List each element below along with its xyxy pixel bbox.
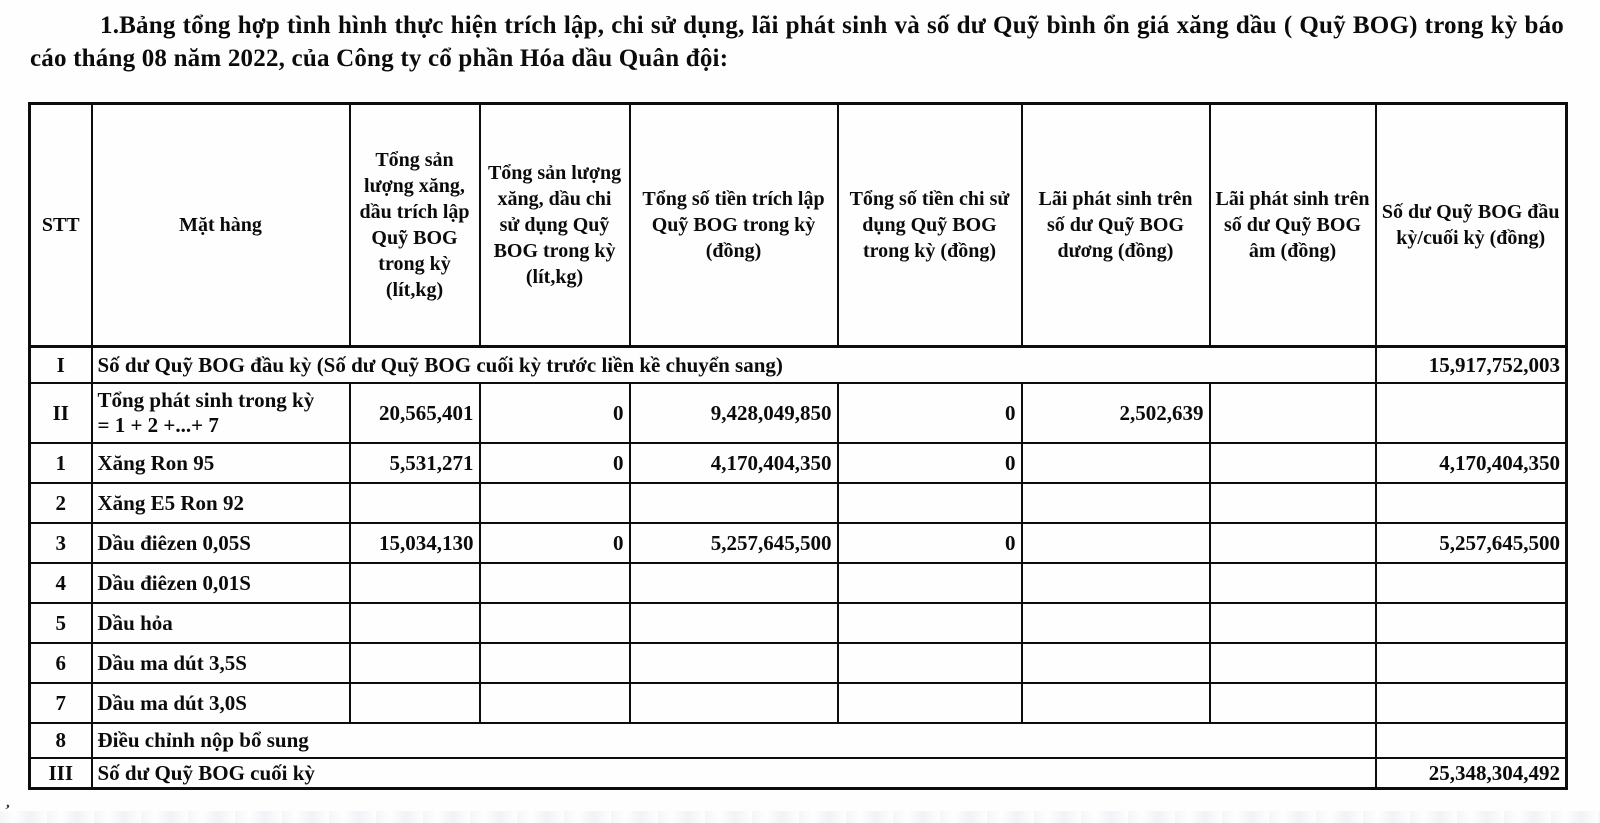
cell-amt-chi: 0 (838, 523, 1022, 563)
bog-fund-table (28, 102, 1568, 790)
cell-stt: 6 (30, 643, 92, 683)
cell-vol-trich (350, 483, 480, 523)
cell-stt: 5 (30, 603, 92, 643)
col-header-vol-chi: Tổng sản lượng xăng, dầu chi sử dụng Quỹ BOG trong kỳ (lít,kg) (480, 104, 630, 347)
cell-amt-trich (630, 483, 838, 523)
cell-vol-trich (350, 603, 480, 643)
cell-amt-trich (630, 643, 838, 683)
cell-stt: 3 (30, 523, 92, 563)
total-label-line1: Tổng phát sinh trong kỳ (97, 387, 315, 412)
cell-interest-neg (1210, 443, 1376, 483)
cell-amt-chi (838, 683, 1022, 723)
cell-amt-trich: 5,257,645,500 (630, 523, 838, 563)
cell-interest-pos (1022, 643, 1210, 683)
cell-vol-trich: 20,565,401 (350, 383, 480, 443)
col-header-interest-neg: Lãi phát sinh trên số dư Quỹ BOG âm (đồng) (1210, 104, 1376, 347)
col-header-amt-trich: Tổng số tiền trích lập Quỹ BOG trong kỳ (đồng) (630, 104, 838, 347)
cell-amt-chi (838, 643, 1022, 683)
cell-vol-trich (350, 643, 480, 683)
row-opening-balance (30, 347, 1567, 383)
cell-stt: II (30, 383, 92, 443)
total-label-line2: = 1 + 2 +...+ 7 (97, 412, 219, 437)
scan-edge-strip (0, 811, 1600, 823)
col-header-stt: STT (30, 104, 92, 347)
row-item-diezen-001s (30, 563, 1567, 603)
cell-interest-neg (1210, 383, 1376, 443)
cell-item: Xăng Ron 95 (92, 443, 350, 483)
cell-stt: 1 (30, 443, 92, 483)
cell-amt-chi: 0 (838, 443, 1022, 483)
cell-balance (1376, 483, 1567, 523)
cell-item: Dầu ma dút 3,0S (92, 683, 350, 723)
cell-vol-trich (350, 563, 480, 603)
cell-vol-chi (480, 563, 630, 603)
cell-closing-label: Số dư Quỹ BOG cuối kỳ (92, 758, 1376, 789)
cell-vol-chi: 0 (480, 383, 630, 443)
cell-amt-chi (838, 563, 1022, 603)
row-item-xang-e5 (30, 483, 1567, 523)
col-header-interest-pos: Lãi phát sinh trên số dư Quỹ BOG dương (đồng) (1022, 104, 1210, 347)
cell-stt: 8 (30, 723, 92, 758)
row-closing-balance (30, 758, 1567, 789)
cell-stt: 7 (30, 683, 92, 723)
page-title: 1.Bảng tổng hợp tình hình thực hiện trích lập, chi sử dụng, lãi phát sinh và số dư Quỹ bình ổn giá xăng dầu ( Quỹ BOG) trong kỳ báo cáo tháng 08 năm 2022, của Công ty cổ phần Hóa dầu Quân đội: (30, 12, 1564, 72)
cell-balance (1376, 643, 1567, 683)
cell-interest-neg (1210, 523, 1376, 563)
cell-balance: 4,170,404,350 (1376, 443, 1567, 483)
cell-amt-chi: 0 (838, 383, 1022, 443)
cell-vol-chi (480, 683, 630, 723)
cell-amt-trich (630, 563, 838, 603)
cell-balance: 5,257,645,500 (1376, 523, 1567, 563)
cell-interest-pos (1022, 483, 1210, 523)
header-row (30, 104, 1567, 347)
cell-amt-trich: 9,428,049,850 (630, 383, 838, 443)
cell-balance (1376, 383, 1567, 443)
cell-balance: 25,348,304,492 (1376, 758, 1567, 789)
cell-interest-neg (1210, 683, 1376, 723)
row-item-madut-30s (30, 683, 1567, 723)
cell-vol-trich: 15,034,130 (350, 523, 480, 563)
cell-vol-chi (480, 603, 630, 643)
cell-item: Xăng E5 Ron 92 (92, 483, 350, 523)
cell-balance (1376, 563, 1567, 603)
cell-interest-pos (1022, 563, 1210, 603)
cell-item: Dầu điêzen 0,01S (92, 563, 350, 603)
cell-amt-chi (838, 603, 1022, 643)
cell-vol-chi (480, 483, 630, 523)
cell-item: Dầu ma dút 3,5S (92, 643, 350, 683)
cell-amt-trich (630, 683, 838, 723)
cell-interest-pos (1022, 523, 1210, 563)
row-item-xang-ron95 (30, 443, 1567, 483)
cell-interest-neg (1210, 563, 1376, 603)
cell-stt: 2 (30, 483, 92, 523)
cell-item: Dầu điêzen 0,05S (92, 523, 350, 563)
cell-balance (1376, 723, 1567, 758)
cell-amt-trich: 4,170,404,350 (630, 443, 838, 483)
cell-balance: 15,917,752,003 (1376, 347, 1567, 383)
cell-item: Dầu hỏa (92, 603, 350, 643)
row-item-dau-hoa (30, 603, 1567, 643)
cell-vol-trich (350, 683, 480, 723)
cell-interest-neg (1210, 483, 1376, 523)
row-item-diezen-005s (30, 523, 1567, 563)
cell-stt: I (30, 347, 92, 383)
cell-interest-neg (1210, 643, 1376, 683)
cell-interest-pos (1022, 683, 1210, 723)
col-header-vol-trich: Tổng sản lượng xăng, dầu trích lập Quỹ BOG trong kỳ (lít,kg) (350, 104, 480, 347)
row-adjustment (30, 723, 1567, 758)
cell-stt: 4 (30, 563, 92, 603)
row-period-total (30, 383, 1567, 443)
cell-interest-pos (1022, 443, 1210, 483)
cell-balance (1376, 683, 1567, 723)
row-item-madut-35s (30, 643, 1567, 683)
cell-interest-pos (1022, 603, 1210, 643)
col-header-amt-chi: Tổng số tiền chi sử dụng Quỹ BOG trong kỳ (đồng) (838, 104, 1022, 347)
scan-artifact-mark: ‚ (4, 794, 13, 812)
cell-amt-trich (630, 603, 838, 643)
cell-vol-chi: 0 (480, 523, 630, 563)
cell-item (92, 383, 350, 443)
cell-amt-chi (838, 483, 1022, 523)
cell-adjustment-label: Điều chỉnh nộp bổ sung (92, 723, 1376, 758)
col-header-item: Mặt hàng (92, 104, 350, 347)
cell-interest-pos: 2,502,639 (1022, 383, 1210, 443)
col-header-balance: Số dư Quỹ BOG đầu kỳ/cuối kỳ (đồng) (1376, 104, 1567, 347)
cell-vol-trich: 5,531,271 (350, 443, 480, 483)
cell-vol-chi (480, 643, 630, 683)
cell-balance (1376, 603, 1567, 643)
cell-stt: III (30, 758, 92, 789)
cell-opening-label: Số dư Quỹ BOG đầu kỳ (Số dư Quỹ BOG cuối kỳ trước liền kề chuyển sang) (92, 347, 1376, 383)
cell-interest-neg (1210, 603, 1376, 643)
cell-vol-chi: 0 (480, 443, 630, 483)
